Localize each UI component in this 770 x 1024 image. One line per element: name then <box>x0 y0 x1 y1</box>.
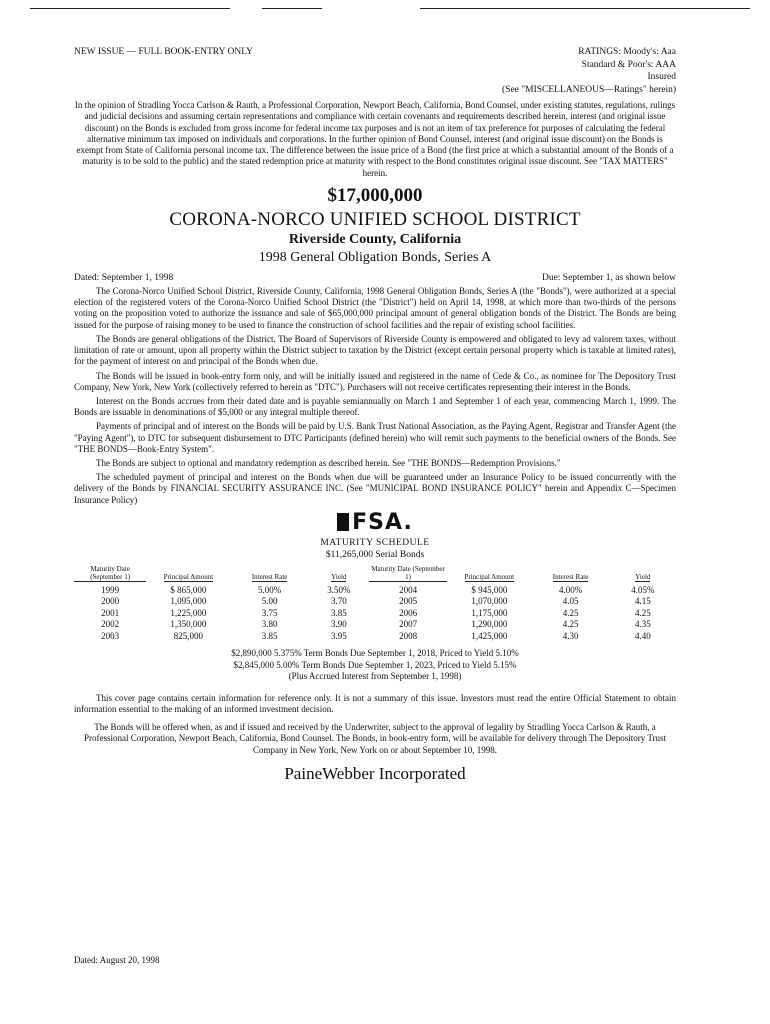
top-rule-mid <box>262 8 322 9</box>
cell: 2001 <box>101 607 120 618</box>
cell: 3.95 <box>330 630 347 641</box>
cell: 5.00% <box>258 584 282 595</box>
fsa-logo-mark-icon <box>337 513 349 531</box>
issue-amount: $17,000,000 <box>327 185 423 207</box>
ratings-moodys: RATINGS: Moody's: Aaa <box>578 47 676 57</box>
cell: 4.05 <box>562 596 579 607</box>
due-date: Due: September 1, as shown below <box>541 273 676 284</box>
ratings-insured: Insured <box>647 72 676 82</box>
schedule-title: MATURITY SCHEDULE <box>320 537 430 548</box>
cell: 3.85 <box>330 607 347 618</box>
cell: 1,175,000 <box>471 607 508 618</box>
table-row <box>74 585 676 597</box>
ratings <box>502 46 676 96</box>
ratings-sp: Standard & Poor's: AAA <box>581 59 676 70</box>
col-interest-rate-1: Interest Rate <box>251 572 288 581</box>
maturity-table-header <box>74 565 676 585</box>
term-bond-2018: $2,890,000 5.375% Term Bonds Due September 1, 2018, Priced to Yield 5.10% <box>231 648 519 659</box>
cell: $ 865,000 <box>170 584 207 595</box>
cell: 2000 <box>101 596 120 607</box>
ratings-reference: (See "MISCELLANEOUS—Ratings" herein) <box>502 84 676 95</box>
cell: 1,425,000 <box>471 630 508 641</box>
offering-terms: The Bonds will be offered when, as and if issued and received by the Underwriter, subject to the approval of legality by Stradling Yocca Carlson & Rauth, a Professional Corporation, Newport Beach, California, Bond Counsel. The Bonds, in book-entry form, will be available for delivery through The Depository Trust Company in New York, New York on or about September 10, 1998. <box>83 722 667 755</box>
cell: 2003 <box>101 630 120 641</box>
cell: 4.40 <box>634 630 651 641</box>
cell: 4.30 <box>562 630 579 641</box>
cell: 3.85 <box>261 630 278 641</box>
underwriter-name: PaineWebber Incorporated <box>284 763 466 783</box>
cell: 1999 <box>101 584 120 595</box>
header <box>74 46 676 100</box>
district-name: CORONA-NORCO UNIFIED SCHOOL DISTRICT <box>169 209 581 231</box>
cell: 4.25 <box>562 619 579 630</box>
table-row <box>74 596 676 608</box>
top-rule-right <box>420 8 750 9</box>
paragraph-redemption: The Bonds are subject to optional and mandatory redemption as described herein. See "THE BONDS—Redemption Provisions." <box>96 457 561 468</box>
paragraph-interest: Interest on the Bonds accrues from their dated date and is payable semiannually on March 1 and September 1 of each year, commencing March 1, 1999. The Bonds are issuable in denominations of $5,000 or any integral multiple thereof. <box>74 395 676 418</box>
cell: 3.90 <box>330 619 347 630</box>
cell: 2002 <box>101 619 120 630</box>
cell: 3.75 <box>261 607 278 618</box>
col-yield-2: Yield <box>635 572 651 581</box>
cell: 4.05% <box>631 584 655 595</box>
cell: 4.25 <box>634 607 651 618</box>
issue-type: NEW ISSUE — FULL BOOK-ENTRY ONLY <box>74 47 253 57</box>
cell: 2006 <box>399 607 418 618</box>
paragraph-obligations: The Bonds are general obligations of the District. The Board of Supervisors of Riverside County is empowered and obligated to levy ad valorem taxes, without limitation of rate or amount, upon all property within the District subject to taxation by the District (except certain personal property which is taxable at limited rates), for the payment of interest on and principal of the Bonds when due. <box>74 333 676 367</box>
dates-row <box>74 273 676 286</box>
table-row <box>74 619 676 631</box>
paragraph-insurance: The scheduled payment of principal and interest on the Bonds when due will be guaranteed under an Insurance Policy to be issued concurrently with the delivery of the Bonds by FINANCIAL SECURITY ASSURANCE INC. (See "MUNICIPAL BOND INSURANCE POLICY" herein and Appendix C—Specimen Insurance Policy) <box>74 472 676 505</box>
bond-series: 1998 General Obligation Bonds, Series A <box>258 250 492 266</box>
cell: 2004 <box>399 584 418 595</box>
cover-page <box>74 46 676 784</box>
accrued-interest-note: (Plus Accrued Interest from September 1, 1998) <box>288 671 462 682</box>
col-principal-amount-2: Principal Amount <box>464 572 515 581</box>
cover-page-notice: This cover page contains certain information for reference only. It is not a summary of this issue. Investors must read the entire Official Statement to obtain information essential to the making of an informed investment decision. <box>74 692 676 714</box>
maturity-table <box>74 565 676 643</box>
col-maturity-date-1: Maturity Date (September 1) <box>74 565 146 582</box>
county-name: Riverside County, California <box>288 232 462 248</box>
paragraph-payments: Payments of principal and of interest on the Bonds will be paid by U.S. Bank Trust National Association, as the Paying Agent, Registrar and Transfer Agent (the "Paying Agent"), to DTC for subsequent disbursement to DTC Participants (defined herein) who will remit such payments to the beneficial owners of the Bonds. See "THE BONDS—Book-Entry System". <box>74 421 676 454</box>
schedule-subtitle: $11,265,000 Serial Bonds <box>325 549 425 560</box>
bond-counsel-opinion: In the opinion of Stradling Yocca Carlson & Rauth, a Professional Corporation, Newport Beach, California, Bond Counsel, under existing statutes, regulations, rulings and judicial decisions and assuming certain representations and compliance with certain covenants and requirements described herein, interest (and original issue discount) on the Bonds is excluded from gross income for federal income tax purposes and is not an item of tax preference for purposes of calculating the federal alternative minimum tax imposed on individuals and corporations. In the further opinion of Bond Counsel, interest (and original issue discount) on the Bonds is exempt from State of California personal income tax. The difference between the issue price of a Bond (the first price at which a substantial amount of the Bonds of a maturity is to be sold to the public) and the stated redemption price at maturity with respect to the Bond constitutes original issue discount. See "TAX MATTERS" herein. <box>74 100 676 178</box>
cell: 1,350,000 <box>170 619 207 630</box>
cell: 1,290,000 <box>471 619 508 630</box>
fsa-logo-text: FSA <box>352 509 404 535</box>
fsa-logo: FSA. <box>74 510 676 535</box>
cell: 1,095,000 <box>170 596 207 607</box>
cell: 4.35 <box>634 619 651 630</box>
cell: 4.15 <box>634 596 651 607</box>
dated-date: Dated: September 1, 1998 <box>74 273 174 284</box>
cell: 3.80 <box>261 619 278 630</box>
col-principal-amount-1: Principal Amount <box>163 572 214 581</box>
cell: 825,000 <box>173 630 203 641</box>
cell: 4.25 <box>562 607 579 618</box>
table-row <box>74 608 676 620</box>
cell: 3.50% <box>327 584 351 595</box>
col-maturity-date-2: Maturity Date (September 1) <box>369 565 447 582</box>
cell: $ 945,000 <box>471 584 508 595</box>
cell: 1,070,000 <box>471 596 508 607</box>
official-statement-date: Dated: August 20, 1998 <box>74 955 160 965</box>
cell: 5.00 <box>261 596 278 607</box>
table-row <box>74 631 676 643</box>
cell: 2005 <box>399 596 418 607</box>
term-bonds <box>74 648 676 683</box>
top-rule-left <box>30 8 230 9</box>
cell: 2008 <box>399 630 418 641</box>
paragraph-book-entry: The Bonds will be issued in book-entry form only, and will be initially issued and registered in the name of Cede & Co., as nominee for The Depository Trust Company, New York, New York (collectively referred to herein as "DTC"). Purchasers will not receive certificates representing their interest in the Bonds. <box>74 370 676 392</box>
cell: 4.00% <box>558 584 583 595</box>
col-yield-1: Yield <box>331 572 347 581</box>
col-interest-rate-2: Interest Rate <box>552 572 589 581</box>
cell: 1,225,000 <box>170 607 207 618</box>
term-bond-2023: $2,845,000 5.00% Term Bonds Due September 1, 2023, Priced to Yield 5.15% <box>233 659 517 670</box>
cell: 3.70 <box>330 596 347 607</box>
cell: 2007 <box>399 619 418 630</box>
paragraph-authorization: The Corona-Norco Unified School District, Riverside County, California, 1998 General Obligation Bonds, Series A (the "Bonds"), were authorized at a special election of the registered voters of the Corona-Norco Unified School District (the "District") held on April 14, 1998, at which more than two-thirds of the persons voting on the proposition voted to authorize the issuance and sale of $65,000,000 principal amount of general obligation bonds of the District. The Bonds are being issued for the purpose of raising money to be used to finance the construction of school facilities and the repair of existing school facilities. <box>74 286 676 330</box>
